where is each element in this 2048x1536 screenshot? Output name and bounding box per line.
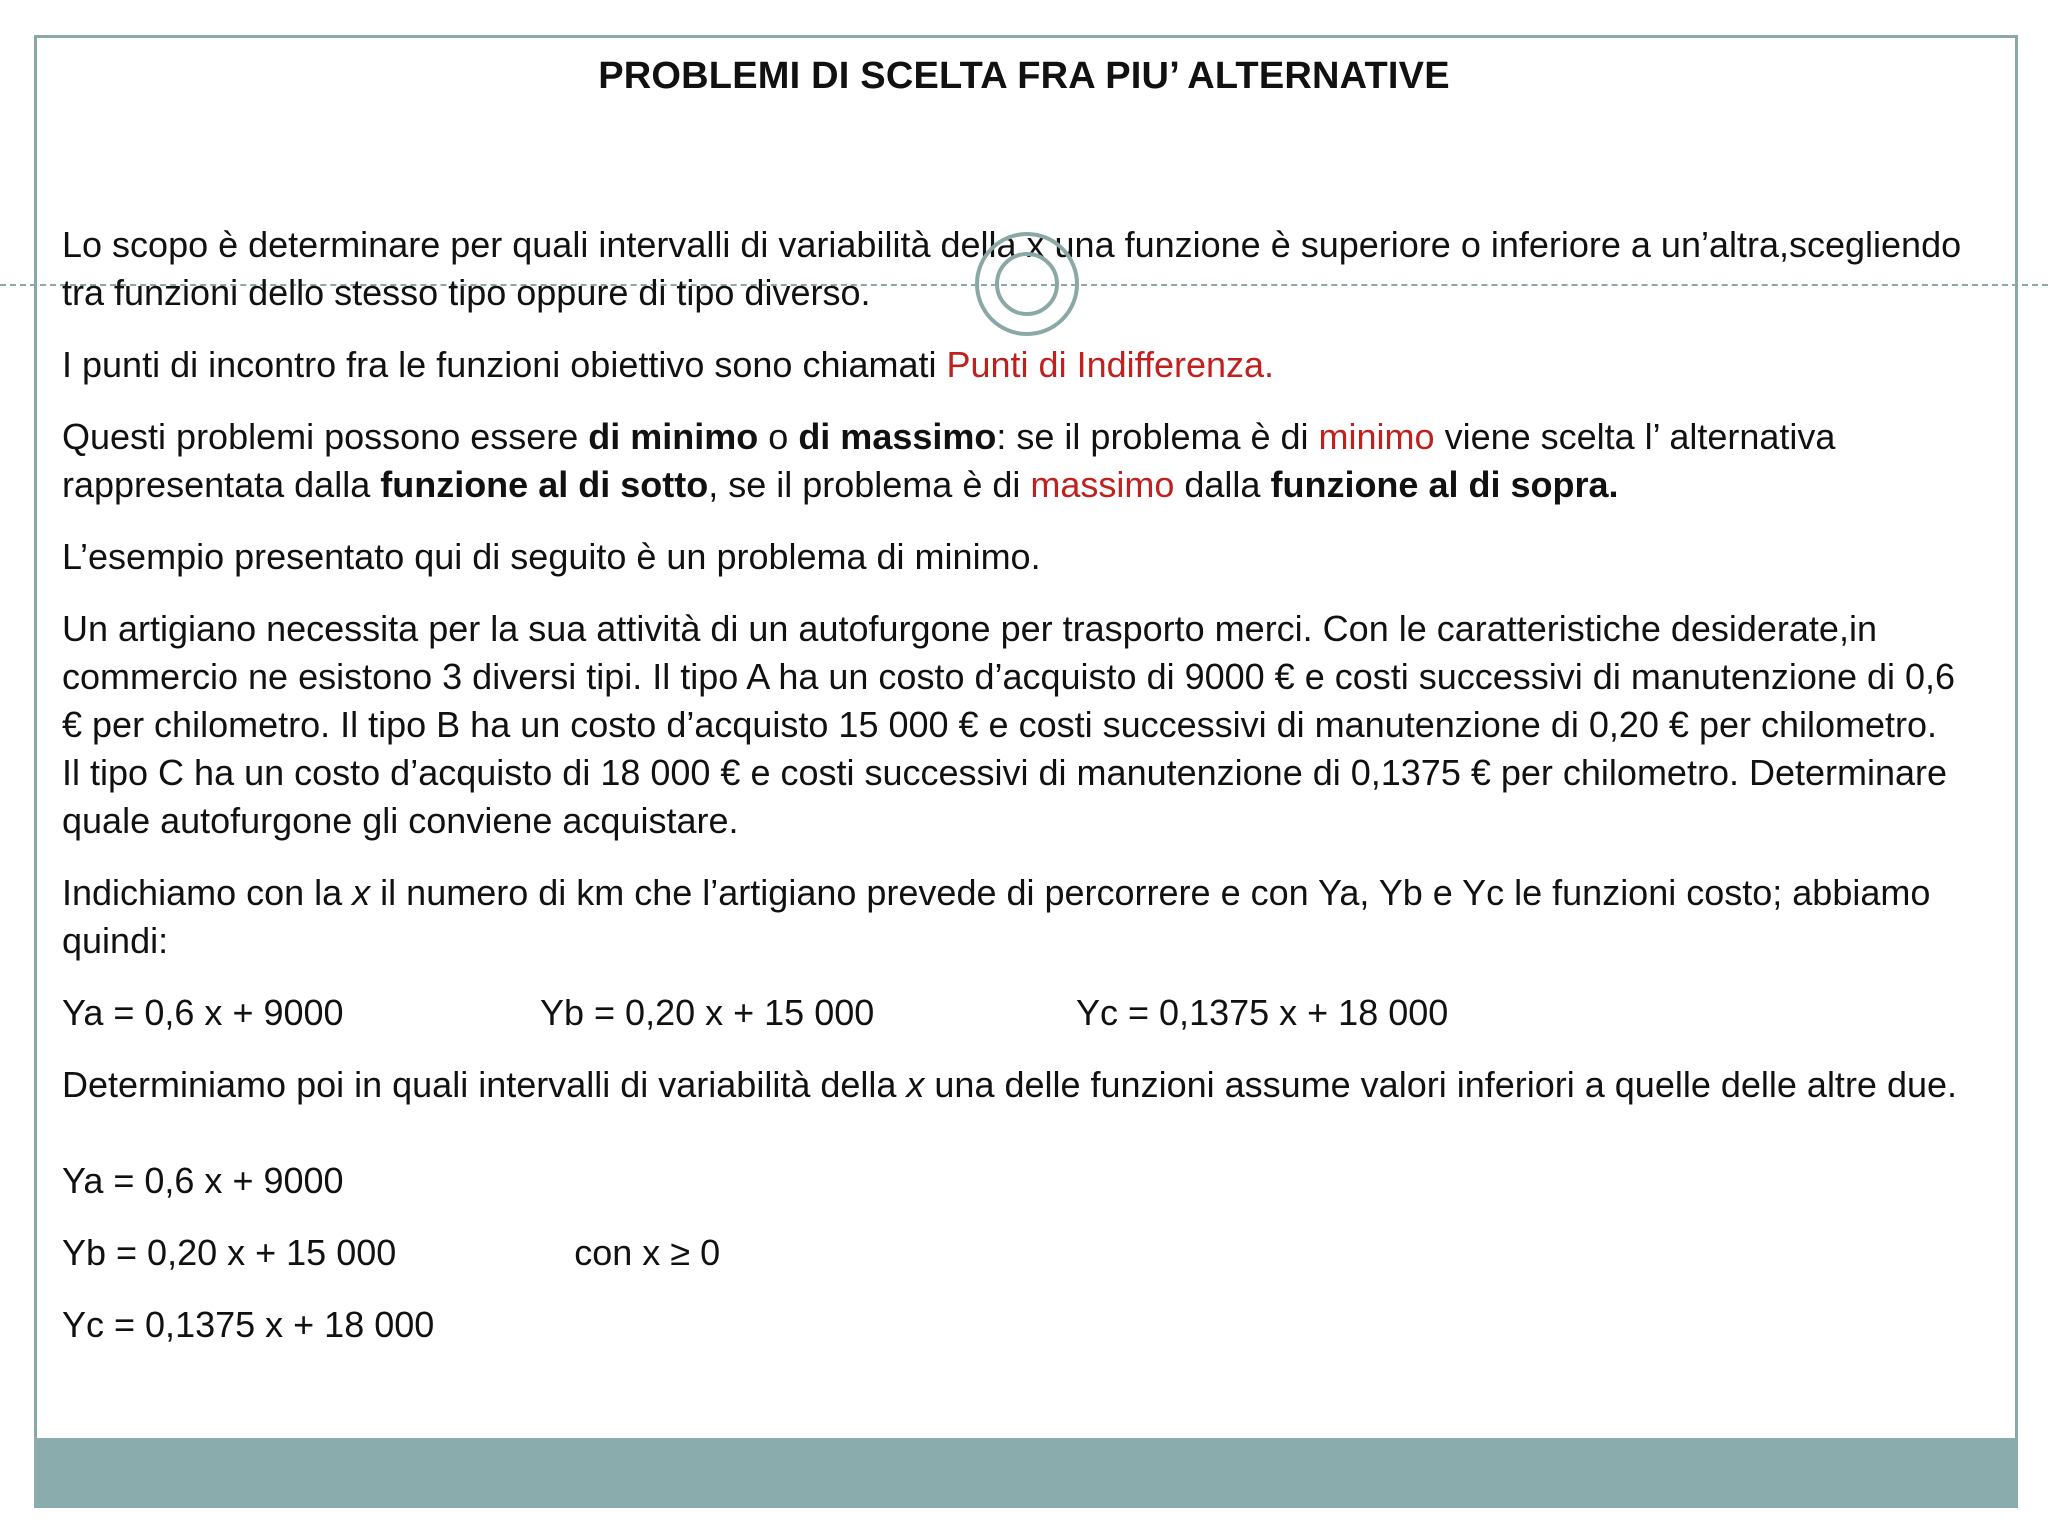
text-fragment: dalla — [1174, 464, 1271, 505]
system-constraint: con x ≥ 0 — [574, 1232, 721, 1273]
intervals-paragraph — [62, 1061, 1962, 1109]
equation-yc: Yc = 0,1375 x + 18 000 — [1076, 992, 1449, 1033]
text-fragment: una delle funzioni assume valori inferiori a quelle delle altre due. — [924, 1064, 1958, 1105]
indifference-text: I punti di incontro fra le funzioni obiettivo sono chiamati — [62, 344, 947, 385]
text-fragment: viene scelta l’ alternativa rappresentata dalla — [62, 416, 1836, 505]
text-fragment: Questi problemi possono essere — [62, 416, 589, 457]
variable-x: x — [352, 872, 371, 913]
variable-x: x — [906, 1064, 925, 1105]
cost-equations-row — [62, 989, 1962, 1037]
example-paragraph: L’esempio presentato qui di seguito è un problema di minimo. — [62, 536, 1041, 577]
system-equation-yb: Yb = 0,20 x + 15 000 — [62, 1232, 397, 1273]
bold-fragment: di minimo — [588, 416, 759, 457]
equation-yb: Yb = 0,20 x + 15 000 — [540, 992, 875, 1033]
intro-paragraph: Lo scopo è determinare per quali intervalli di variabilità della x una funzione è superiore o inferiore a un’altra,scegliendo tra funzioni dello stesso tipo oppure di tipo diverso. — [62, 224, 1962, 313]
problem-paragraph: Un artigiano necessita per la sua attività di un autofurgone per trasporto merci. Con le caratteristiche desiderate,in commercio ne esistono 3 diversi tipi. Il tipo A ha un costo d’acquisto di 9000 € e costi successivi di manutenzione di 0,6 € per chilometro. Il tipo B ha un costo d’acquisto 15 000 € e costi successivi di manutenzione di 0,20 € per chilometro. Il tipo C ha un costo d’acquisto di 18 000 € e costi successivi di manutenzione di 0,1375 € per chilometro. Determinare quale autofurgone gli conviene acquistare. — [62, 608, 1956, 841]
text-fragment: : se il problema è di — [996, 416, 1319, 457]
text-fragment: Indichiamo con la — [62, 872, 353, 913]
bold-fragment: funzione al di sotto — [380, 464, 709, 505]
variables-paragraph — [62, 869, 1962, 965]
text-fragment: Determiniamo poi in quali intervalli di variabilità della — [62, 1064, 907, 1105]
red-fragment: massimo — [1030, 464, 1175, 505]
equation-ya: Ya = 0,6 x + 9000 — [62, 992, 344, 1033]
indifference-paragraph — [62, 341, 1962, 389]
indifference-highlight: Punti di Indifferenza. — [946, 344, 1275, 385]
text-fragment: , se il problema è di — [708, 464, 1031, 505]
text-fragment: o — [758, 416, 799, 457]
system-equation-yc: Yc = 0,1375 x + 18 000 — [62, 1304, 435, 1345]
slide-title: PROBLEMI DI SCELTA FRA PIU’ ALTERNATIVE — [598, 55, 1450, 97]
decorative-ring-inner — [995, 252, 1059, 316]
decorative-ring-icon — [975, 232, 1079, 336]
slide-content — [62, 221, 1962, 1373]
bold-fragment: di massimo — [798, 416, 997, 457]
text-fragment: il numero di km che l’artigiano prevede di percorrere e con Ya, Yb e Yc le funzioni costo; abbiamo quindi: — [62, 872, 1931, 961]
min-max-paragraph — [62, 413, 1962, 509]
system-row-yb — [62, 1229, 1962, 1277]
red-fragment: minimo — [1318, 416, 1435, 457]
system-equation-ya: Ya = 0,6 x + 9000 — [62, 1160, 344, 1201]
footer-bar — [34, 1438, 2018, 1508]
bold-fragment: funzione al di sopra. — [1270, 464, 1619, 505]
